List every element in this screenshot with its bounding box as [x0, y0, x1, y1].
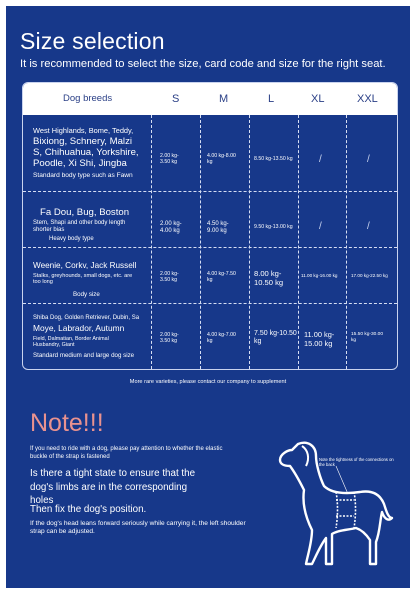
breed-line: Stalks, greyhounds, small dogs, etc. are	[33, 272, 133, 279]
cell-m: 4.00 kg-7.00 kg	[207, 332, 236, 345]
dog-caption: Note the tightness of the connections on the back	[319, 457, 394, 468]
dog-outline	[280, 443, 392, 564]
size-guide-sheet	[6, 6, 410, 588]
breed-line: S, Chihuahua, Yorkshire,	[33, 147, 139, 159]
cell-xxl: /	[367, 154, 370, 165]
table-footer-note: More rare varieties, please contact our company to supplement	[129, 379, 287, 385]
size-table-header	[23, 83, 397, 115]
breed-line: Body size	[73, 290, 100, 298]
breed-line: Standard body type such as Fawn	[33, 171, 133, 179]
breed-line: Standard medium and large dog size	[33, 351, 135, 359]
harness-straps	[336, 492, 356, 528]
table-row	[33, 127, 151, 179]
table-row	[33, 315, 155, 359]
column-divider	[346, 115, 347, 369]
breed-line: Field, Dalmatian, Border Animal Husbandry, Giant	[33, 335, 109, 349]
page-subtitle: It is recommended to select the size, card code and size for the right seat.	[20, 58, 386, 70]
size-table	[22, 82, 398, 370]
cell-xxl: 15.50 kg-30.00 kg	[351, 332, 384, 343]
breed-line: Moye, Labrador, Autumn	[33, 323, 125, 334]
breed-line: West Highlands, Bome, Teddy,	[33, 126, 134, 135]
cell-s: 2.00 kg- 3.50 kg	[160, 271, 179, 284]
breed-line: shorter bias	[33, 227, 65, 234]
row-divider	[23, 303, 397, 304]
header-dog-breeds: Dog breeds	[63, 93, 113, 104]
callout-line	[336, 466, 348, 494]
row-divider	[23, 247, 397, 248]
header-size-xxl: XXL	[357, 93, 378, 105]
cell-m: 4.00 kg-8.00 kg	[207, 153, 236, 166]
cell-xl: /	[319, 154, 322, 165]
table-row	[33, 207, 153, 244]
cell-l: 7.50 kg-10.50 kg	[254, 330, 297, 346]
cell-xl: /	[319, 221, 322, 232]
note-title: Note!!!	[30, 409, 104, 437]
cell-s: 2.00 kg- 4.00 kg	[160, 221, 182, 235]
column-divider	[298, 115, 299, 369]
dog-harness-illustration	[276, 438, 396, 578]
cell-l: 9.50 kg-13.00 kg	[254, 224, 293, 230]
note-paragraph: Is there a tight state to ensure that the dog's limbs are in the corresponding holes	[30, 468, 196, 507]
cell-l: 8.00 kg- 10.50 kg	[254, 269, 284, 288]
cell-xxl: 17.00 kg-22.50 kg	[351, 273, 388, 278]
note-paragraph: Then fix the dog's position.	[30, 504, 147, 515]
cell-xxl: /	[367, 221, 370, 232]
breed-line: Stem, Shapi and other body length	[33, 220, 126, 227]
breed-line: Bixiong, Schnery, Malzi	[33, 135, 132, 147]
row-divider	[23, 191, 397, 192]
header-size-m: M	[219, 93, 229, 105]
column-divider	[200, 115, 201, 369]
breed-line: Poodle, Xi Shi, Jingba	[33, 158, 127, 170]
table-row	[33, 261, 155, 298]
header-size-s: S	[172, 93, 180, 105]
cell-l: 8.50 kg-13.50 kg	[254, 156, 293, 162]
breed-line: Shiba Dog, Golden Retriever, Dubin, Sa	[33, 315, 140, 321]
breed-line: too long	[33, 279, 53, 286]
cell-s: 2.00 kg- 3.50 kg	[160, 332, 179, 345]
cell-m: 4.50 kg- 9.00 kg	[207, 221, 229, 235]
note-paragraph: If you need to ride with a dog, please pay attention to whether the elastic buckle of the strap is fastened	[30, 446, 223, 460]
cell-xl: 11.00 kg- 15.00 kg	[304, 330, 335, 348]
note-paragraph: If the dog's head leans forward seriously while carrying it, the left shoulder strap can be adjusted.	[30, 520, 246, 536]
cell-s: 2.00 kg- 3.50 kg	[160, 153, 179, 166]
breed-line: Fa Dou, Bug, Boston	[40, 207, 130, 218]
header-size-xl: XL	[311, 93, 325, 105]
cell-xl: 11.00 kg-16.00 kg	[301, 273, 338, 278]
breed-line: Heavy body type	[49, 236, 94, 243]
column-divider	[249, 115, 250, 369]
breed-line: Weenie, Corkv, Jack Russell	[33, 261, 137, 270]
cell-m: 4.00 kg-7.50 kg	[207, 271, 236, 284]
dog-ear	[302, 446, 308, 466]
page-title: Size selection	[20, 28, 165, 54]
header-size-l: L	[268, 93, 275, 105]
